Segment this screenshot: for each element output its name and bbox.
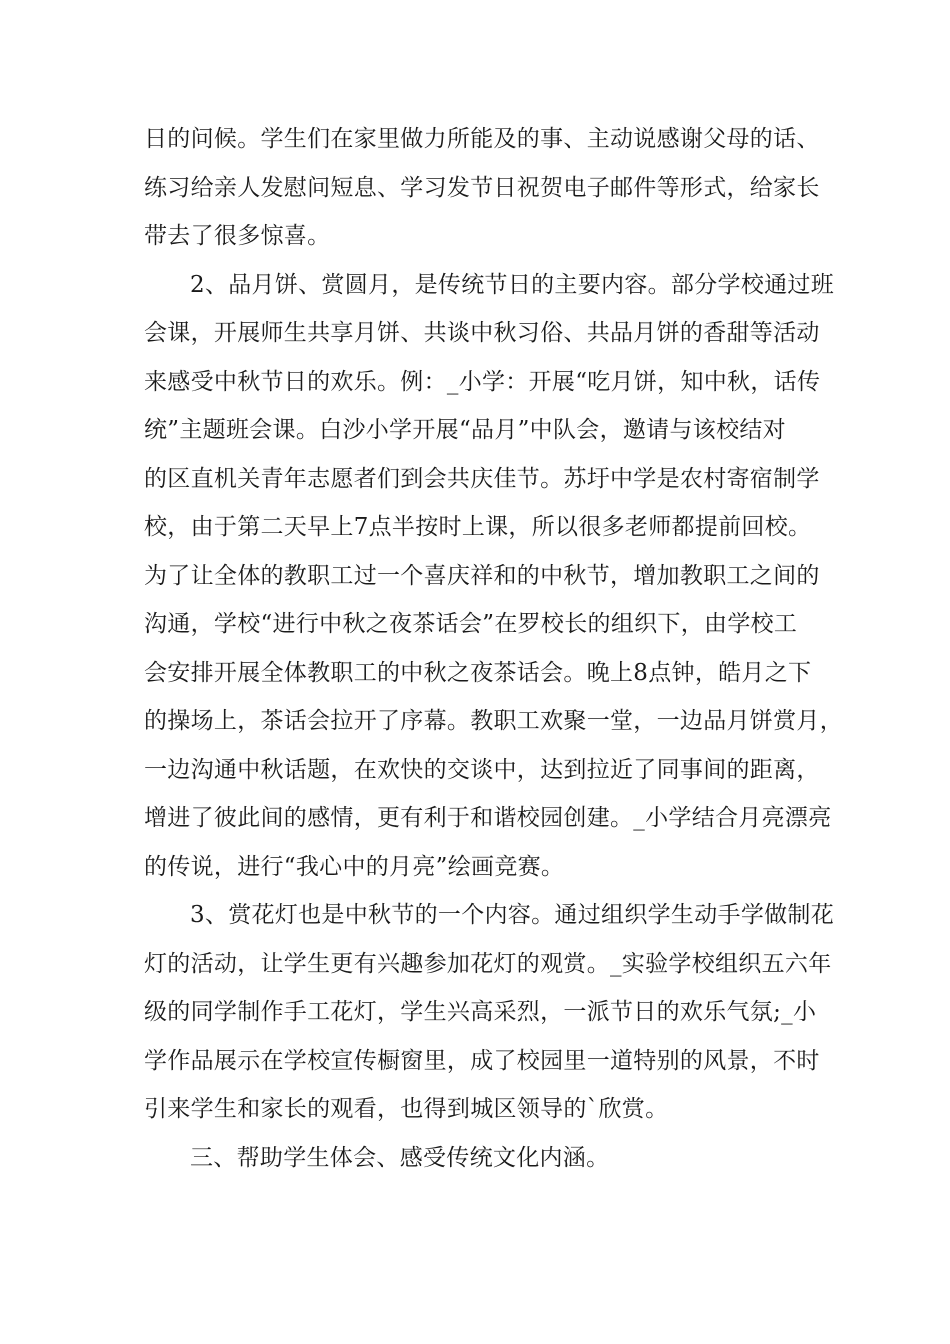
text-line: 的区直机关青年志愿者们到会共庆佳节。苏圩中学是农村寄宿制学 [144, 465, 820, 492]
text-line: 带去了很多惊喜。 [144, 223, 331, 249]
text-line: 沟通，学校“进行中秋之夜茶话会”在罗校长的组织下，由学校工 [144, 611, 798, 637]
text-line: 引来学生和家长的观看，也得到城区领导的`欣赏。 [144, 1096, 669, 1122]
text-line: 一边沟通中秋话题，在欢快的交谈中，达到拉近了同事间的距离， [144, 756, 820, 783]
paragraph-start-line: 3、赏花灯也是中秋节的一个内容。通过组织学生动手学做制花 [190, 902, 835, 928]
text-line: 统”主题班会课。白沙小学开展“品月”中队会，邀请与该校结对 [144, 417, 786, 443]
text-line: 增进了彼此间的感情，更有利于和谐校园创建。_小学结合月亮漂亮 [144, 805, 832, 831]
text-line: 练习给亲人发慰问短息、学习发节日祝贺电子邮件等形式，给家长 [144, 174, 820, 201]
document-body [144, 126, 843, 1194]
text-line: 灯的活动，让学生更有兴趣参加花灯的观赏。_实验学校组织五六年 [144, 950, 832, 977]
text-line: 学作品展示在学校宣传橱窗里，成了校园里一道特别的风景，不时 [144, 1047, 820, 1074]
text-line: 来感受中秋节日的欢乐。例：_小学：开展“吃月饼，知中秋，话传 [144, 368, 821, 395]
text-line: 的操场上，茶话会拉开了序幕。教职工欢聚一堂，一边品月饼赏月， [144, 708, 843, 734]
text-line: 校，由于第二天早上7点半按时上课，所以很多老师都提前回校。 [144, 514, 812, 540]
text-line: 级的同学制作手工花灯，学生兴高采烈，一派节日的欢乐气氛;_小 [144, 999, 817, 1025]
text-line: 为了让全体的教职工过一个喜庆祥和的中秋节，增加教职工之间的 [144, 562, 820, 589]
text-line: 会课，开展师生共享月饼、共谈中秋习俗、共品月饼的香甜等活动 [144, 320, 820, 346]
text-line: 的传说，进行“我心中的月亮”绘画竞赛。 [144, 853, 565, 880]
text-line: 日的问候。学生们在家里做力所能及的事、主动说感谢父母的话、 [144, 126, 820, 152]
paragraph-start-line: 2、品月饼、赏圆月，是传统节日的主要内容。部分学校通过班 [190, 271, 835, 298]
section-heading: 三、帮助学生体会、感受传统文化内涵。 [190, 1144, 610, 1171]
text-line: 会安排开展全体教职工的中秋之夜茶话会。晚上8点钟，皓月之下 [144, 659, 812, 686]
